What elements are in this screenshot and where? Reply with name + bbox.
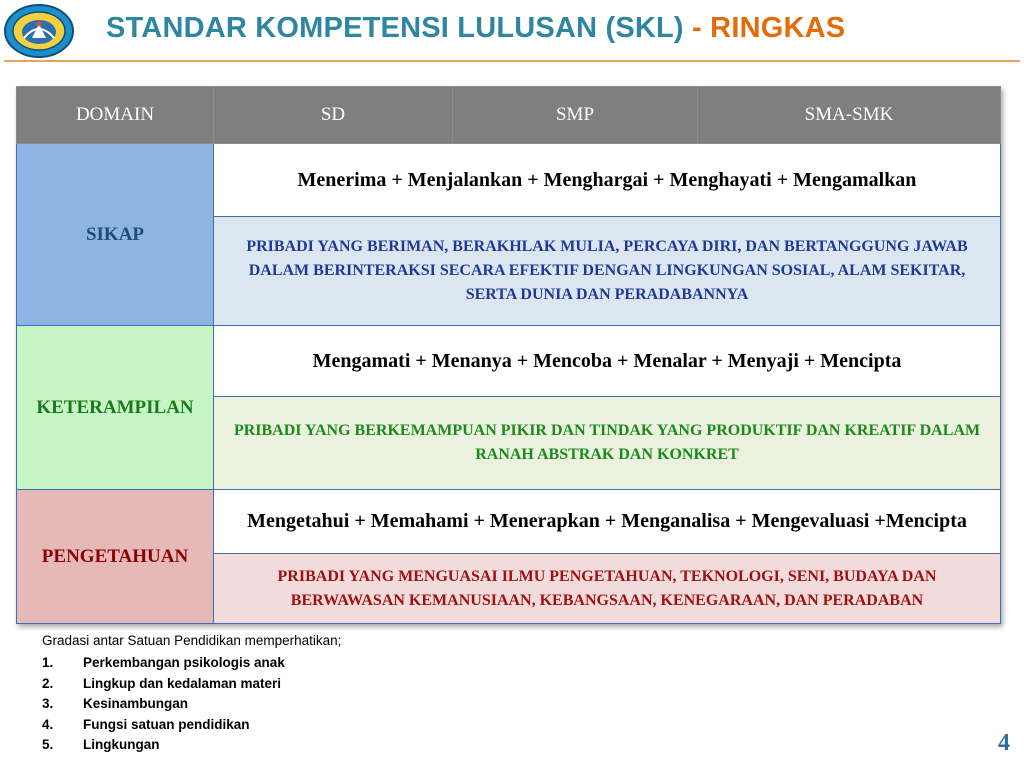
page-number: 4 (998, 730, 1010, 756)
list-item-number: 2. (42, 675, 54, 691)
list-item (42, 715, 341, 736)
header-sma-smk: SMA-SMK (698, 87, 1001, 144)
list-item (42, 653, 341, 674)
tut-wuri-handayani-logo (2, 2, 76, 60)
table-row (17, 490, 1001, 554)
list-item-text: Fungsi satuan pendidikan (83, 716, 250, 732)
list-item-text: Lingkungan (83, 737, 160, 752)
list-item-text: Perkembangan psikologis anak (83, 655, 285, 670)
list-item-text: Lingkup dan kedalaman materi (83, 675, 282, 691)
table-row (17, 144, 1001, 217)
gradation-notes (42, 632, 341, 756)
domain-keterampilan: KETERAMPILAN (17, 326, 214, 490)
description-pengetahuan: PRIBADI YANG MENGUASAI ILMU PENGETAHUAN, TEKNOLOGI, SENI, BUDAYA DAN BERWAWASAN KEMANUSIAAN, KEBANGSAAN, KENEGARAAN, DAN PERADABAN (214, 554, 1001, 624)
header-domain: DOMAIN (17, 87, 214, 144)
list-item-number: 3. (42, 696, 54, 711)
description-keterampilan: PRIBADI YANG BERKEMAMPUAN PIKIR DAN TINDAK YANG PRODUKTIF DAN KREATIF DALAM RANAH ABSTRAK DAN KONKRET (214, 397, 1001, 490)
table-header-row (17, 87, 1001, 144)
page-title (106, 12, 845, 45)
header-smp: SMP (453, 87, 698, 144)
table-row (17, 326, 1001, 397)
process-pengetahuan: Mengetahui + Memahami + Menerapkan + Menganalisa + Mengevaluasi +Mencipta (214, 490, 1001, 554)
title-divider (4, 60, 1020, 62)
list-item (42, 694, 341, 715)
process-keterampilan: Mengamati + Menanya + Mencoba + Menalar + Menyaji + Mencipta (214, 326, 1001, 397)
list-item (42, 735, 341, 756)
notes-list (42, 653, 341, 756)
domain-sikap: SIKAP (17, 144, 214, 326)
emblem-icon (2, 2, 76, 60)
list-item-number: 4. (42, 716, 54, 732)
title-main: STANDAR KOMPETENSI LULUSAN (SKL) (106, 12, 684, 44)
notes-intro: Gradasi antar Satuan Pendidikan memperhatikan; (42, 633, 342, 648)
process-sikap: Menerima + Menjalankan + Menghargai + Menghayati + Mengamalkan (214, 144, 1001, 217)
skl-table (16, 86, 1001, 624)
description-sikap: PRIBADI YANG BERIMAN, BERAKHLAK MULIA, PERCAYA DIRI, DAN BERTANGGUNG JAWAB DALAM BERINTERAKSI SECARA EFEKTIF DENGAN LINGKUNGAN SOSIAL, ALAM SEKITAR, SERTA DUNIA DAN PERADABANNYA (214, 217, 1001, 326)
list-item-number: 5. (42, 737, 54, 752)
header-sd: SD (214, 87, 453, 144)
domain-pengetahuan: PENGETAHUAN (17, 490, 214, 624)
list-item-number: 1. (42, 655, 54, 670)
title-separator: - (683, 12, 711, 44)
list-item-text: Kesinambungan (83, 696, 189, 711)
list-item (42, 674, 341, 695)
title-accent: RINGKAS (710, 12, 846, 44)
